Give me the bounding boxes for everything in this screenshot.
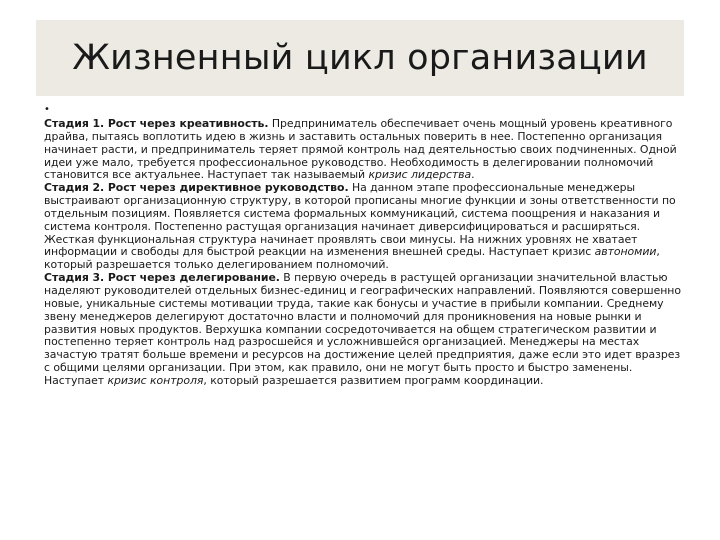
- stage-2-heading: Стадия 2. Рост через директивное руководство.: [44, 181, 349, 195]
- bullet-marker: •: [44, 104, 50, 115]
- stage-1-text: Предприниматель обеспечивает очень мощный уровень креативного драйва, пытаясь воплотить идею в жизнь и заставить остальных поверить в нее. Постепенно организация начинает расти, и предприниматель теряет прямой контроль над деятельностью своих подчиненных. Одной идеи уже мало, требуется профессиональное руководство. Необходимость в делегировании полномочий становится все актуальнее. Наступает так называемый: [44, 117, 677, 182]
- stage-3-text-end: , который разрешается развитием программ координации.: [203, 373, 544, 387]
- stage-3-paragraph: [44, 272, 684, 388]
- stage-1-text-end: .: [471, 168, 475, 182]
- stage-2-text: На данном этапе профессиональные менеджеры выстраивают организационную структуру, в которой прописаны многие функции и зоны ответственности по отдельным позициям. Появляется система формальных коммуникаций, система поощрения и наказания и система контроля. Постепенно растущая организация начинает диверсифицироваться и расширяться. Жесткая функциональная структура начинает проявлять свои минусы. На нижних уровнях не хватает информации и свободы для быстрой реакции на изменения внешней среды. Наступает кризис: [44, 181, 676, 259]
- stage-3-heading: Стадия 3. Рост через делегирование.: [44, 271, 280, 285]
- stage-1-paragraph: [44, 118, 684, 182]
- stage-1-heading: Стадия 1. Рост через креативность.: [44, 117, 269, 130]
- stage-2-crisis: автономии: [594, 245, 657, 259]
- stage-3-text: В первую очередь в растущей организации значительной властью наделяют руководителей отдельных бизнес-единиц и географических направлений. Появляются совершенно новые, уникальные системы мотивации труда, такие как бонусы и участие в прибыли компании. Среднему звену менеджеров делегируют достаточно власти и полномочий для проникновения на новые рынки и развития новых продуктов. Верхушка компании сосредоточивается на общем стратегическом развитии и постепенно теряет контроль над разросшейся и усложнившейся организацией. Менеджеры на местах зачастую тратят больше времени и ресурсов на достижение целей предприятия, даже если это идет вразрез с общими целями организации. При этом, как правило, они не могут быть просто и быстро заменены. Наступает: [44, 271, 681, 387]
- slide-content: [44, 104, 684, 388]
- stage-1-crisis: кризис лидерства: [368, 168, 472, 182]
- slide-title: Жизненный цикл организации: [72, 38, 648, 78]
- title-band: [36, 20, 684, 96]
- stage-2-paragraph: [44, 182, 684, 272]
- stage-2-text-end: , который разрешается только делегированием полномочий.: [44, 245, 660, 272]
- stage-3-crisis: кризис контроля: [107, 373, 204, 387]
